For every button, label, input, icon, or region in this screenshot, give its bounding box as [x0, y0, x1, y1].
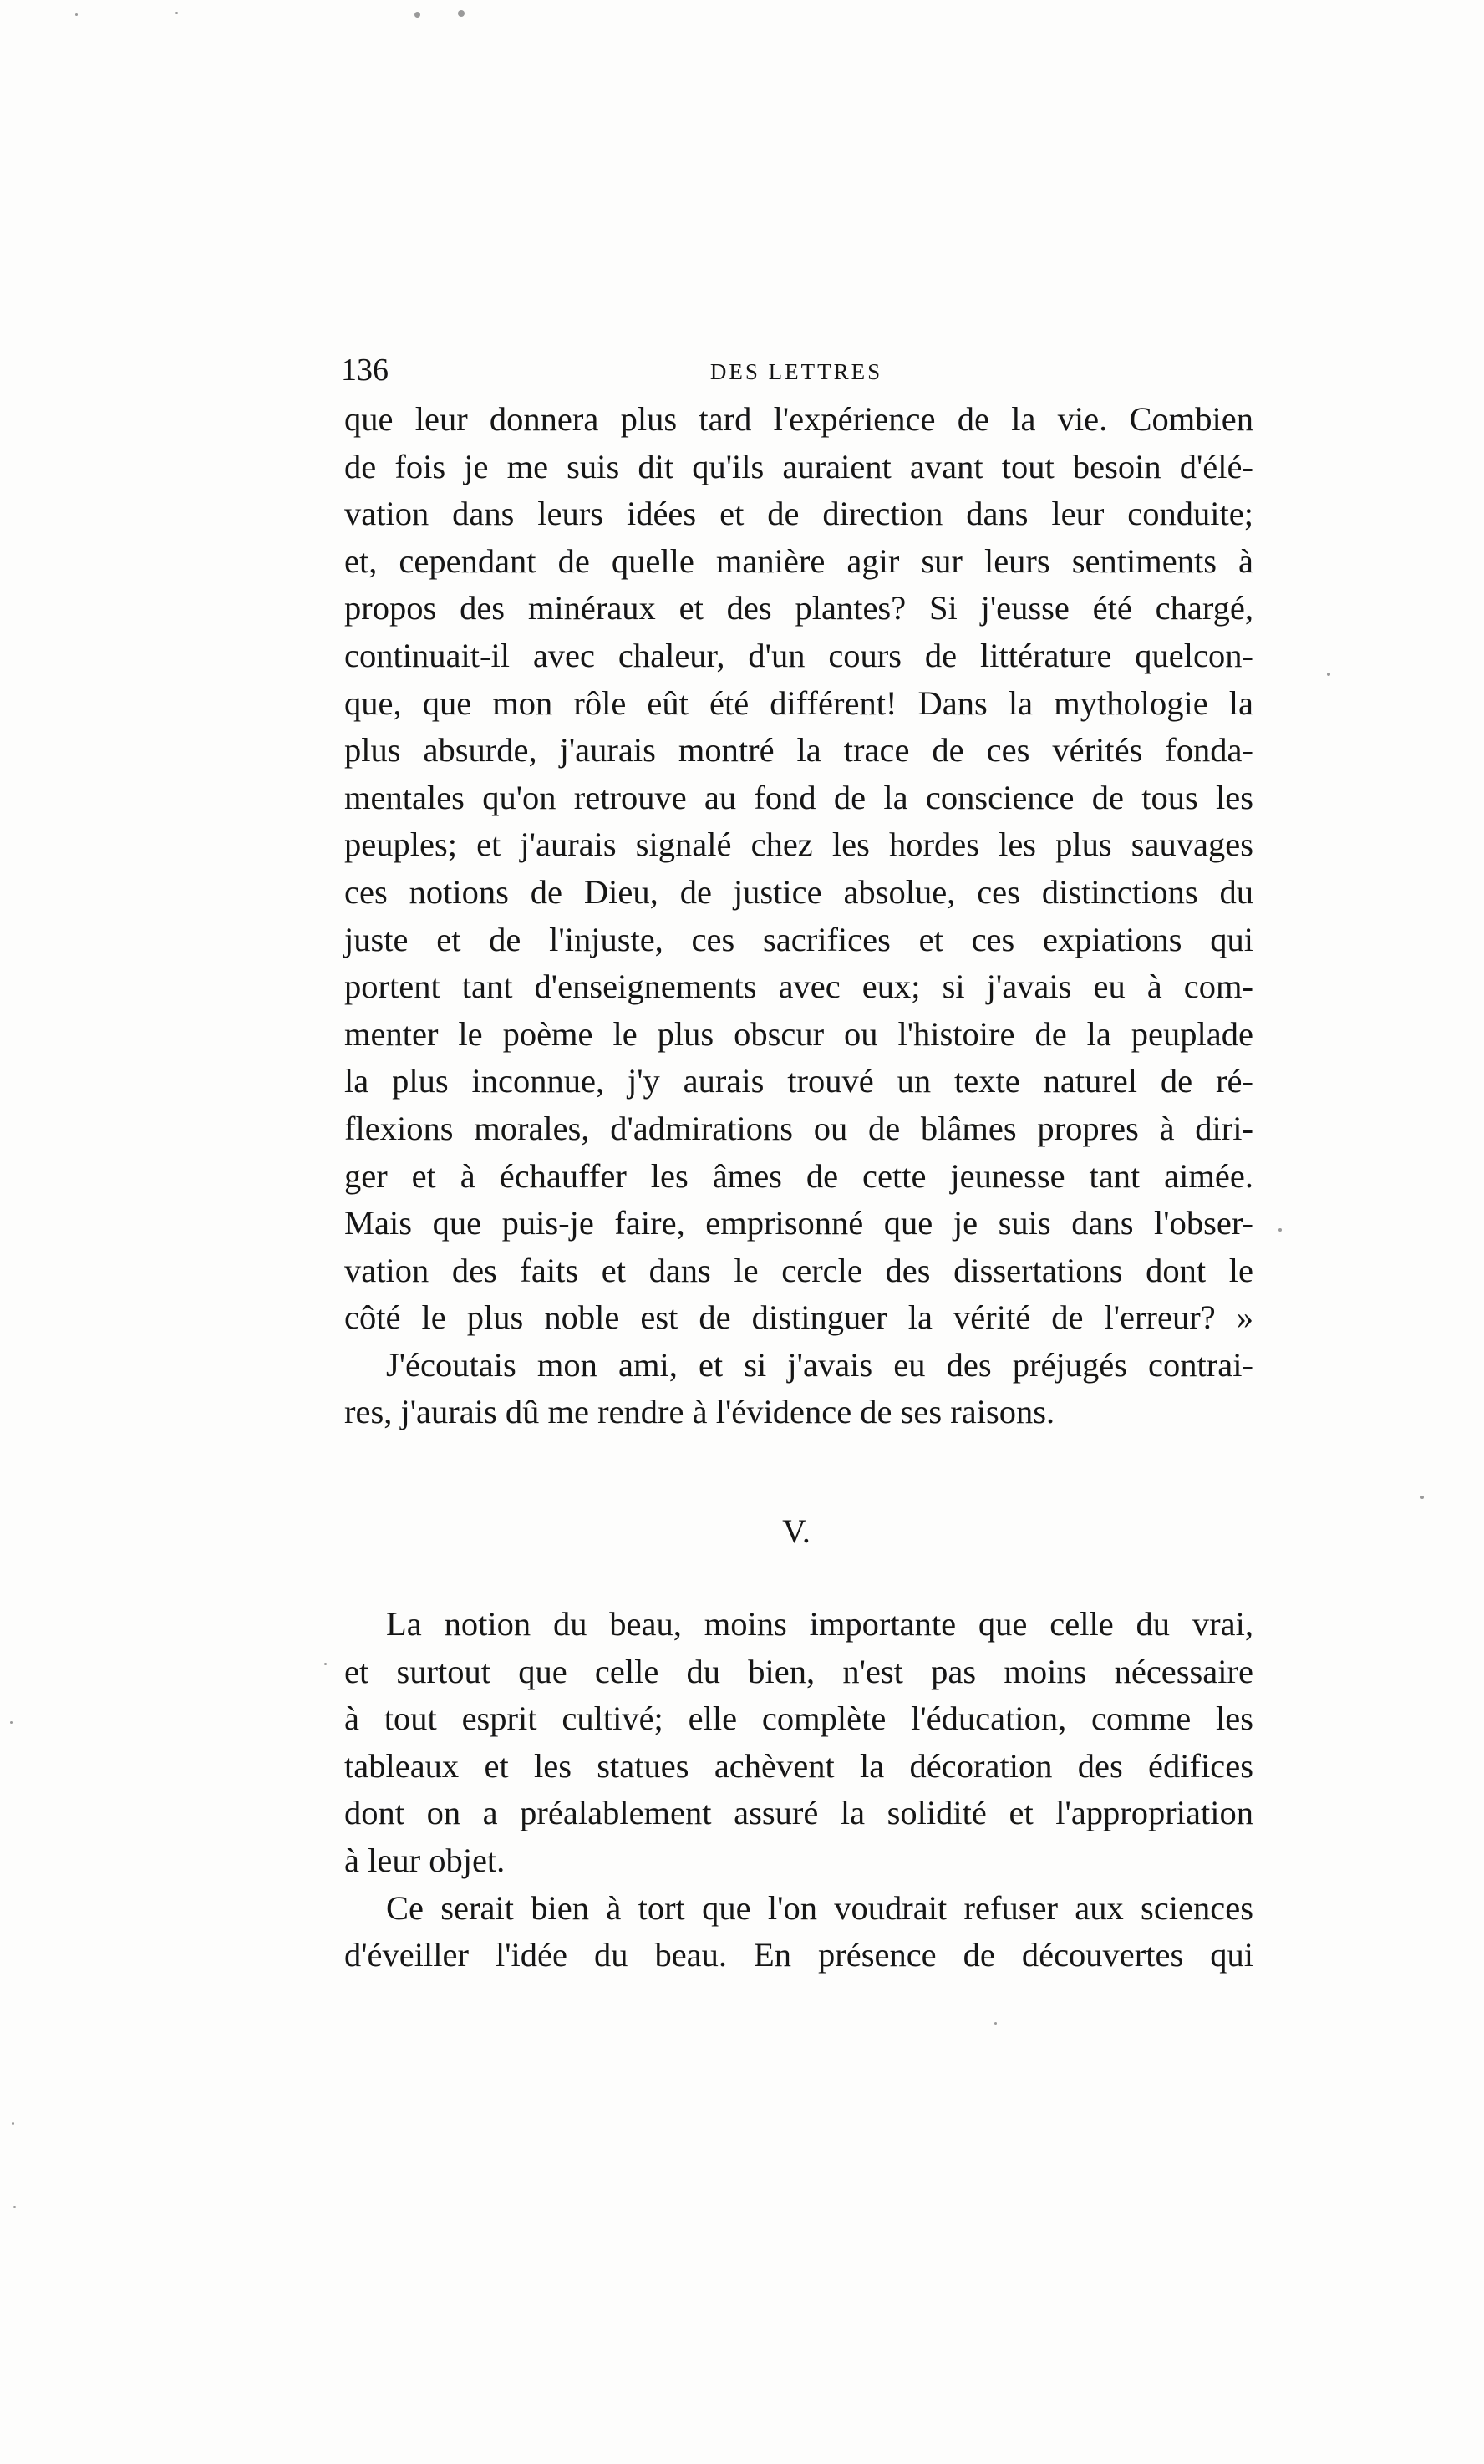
text-block-section-v [344, 1601, 1253, 1979]
text-line: plus absurde, j'aurais montré la trace de ces vérités fonda- [344, 731, 1253, 770]
section-number: V. [782, 1512, 811, 1550]
scan-speck [458, 10, 465, 17]
text-line: propos des minéraux et des plantes? Si j'eusse été chargé, [344, 589, 1253, 627]
page-number: 136 [341, 353, 389, 388]
scan-speck [75, 13, 78, 16]
text-line: de fois je me suis dit qu'ils auraient avant tout besoin d'élé- [344, 447, 1253, 485]
scan-speck [1420, 1496, 1424, 1499]
scan-speck [12, 2122, 14, 2125]
text-line: res, j'aurais dû me rendre à l'évidence de ses raisons. [344, 1393, 1055, 1431]
scan-speck [1278, 1228, 1282, 1232]
scan-speck [994, 2022, 997, 2025]
text-line: que leur donnera plus tard l'expérience de la vie. Combien [344, 400, 1253, 438]
text-line: menter le poème le plus obscur ou l'histoire de la peuplade [344, 1014, 1253, 1053]
text-line: mentales qu'on retrouve au fond de la conscience de tous les [344, 778, 1253, 816]
text-line: Ce serait bien à tort que l'on voudrait refuser aux sciences [386, 1888, 1253, 1927]
text-line: continuait-il avec chaleur, d'un cours de littérature quelcon- [344, 636, 1253, 674]
text-line: et surtout que celle du bien, n'est pas moins nécessaire [344, 1652, 1253, 1690]
scan-speck [414, 12, 420, 18]
text-line: ces notions de Dieu, de justice absolue, ces distinctions du [344, 872, 1253, 911]
scan-speck [324, 1663, 327, 1665]
text-line: vation dans leurs idées et de direction dans leur conduite; [344, 495, 1253, 533]
text-line: d'éveiller l'idée du beau. En présence de découvertes qui [344, 1936, 1253, 1974]
scan-speck [1327, 673, 1330, 676]
text-line: que, que mon rôle eût été différent! Dans la mythologie la [344, 683, 1253, 722]
text-line: la plus inconnue, j'y aurais trouvé un texte naturel de ré- [344, 1062, 1253, 1100]
text-line: à leur objet. [344, 1841, 506, 1879]
scan-speck [10, 1721, 13, 1724]
text-line: peuples; et j'aurais signalé chez les hordes les plus sauvages [344, 826, 1253, 864]
text-line: J'écoutais mon ami, et si j'avais eu des préjugés contrai- [386, 1345, 1253, 1384]
text-line: portent tant d'enseignements avec eux; si j'avais eu à com- [344, 968, 1253, 1006]
running-title: DES LETTRES [709, 359, 883, 384]
text-line: tableaux et les statues achèvent la décoration des édifices [344, 1746, 1253, 1785]
text-line: La notion du beau, moins importante que celle du vrai, [386, 1605, 1253, 1643]
text-line: côté le plus noble est de distinguer la vérité de l'erreur? » [344, 1298, 1253, 1337]
text-line: flexions morales, d'admirations ou de blâmes propres à diri- [344, 1109, 1253, 1147]
text-line: à tout esprit cultivé; elle complète l'éducation, comme les [344, 1699, 1253, 1738]
running-head [341, 349, 1252, 391]
text-line: juste et de l'injuste, ces sacrifices et ces expiations qui [344, 920, 1253, 958]
text-line: dont on a préalablement assuré la solidité et l'appropriation [344, 1794, 1253, 1832]
text-block-continuation [344, 396, 1253, 1436]
scan-speck [175, 12, 178, 14]
text-line: Mais que puis-je faire, emprisonné que je suis dans l'obser- [344, 1204, 1253, 1242]
text-line: ger et à échauffer les âmes de cette jeunesse tant aimée. [344, 1156, 1253, 1195]
text-line: vation des faits et dans le cercle des dissertations dont le [344, 1251, 1253, 1289]
scan-speck [13, 2206, 16, 2208]
text-line: et, cependant de quelle manière agir sur leurs sentiments à [344, 541, 1253, 580]
